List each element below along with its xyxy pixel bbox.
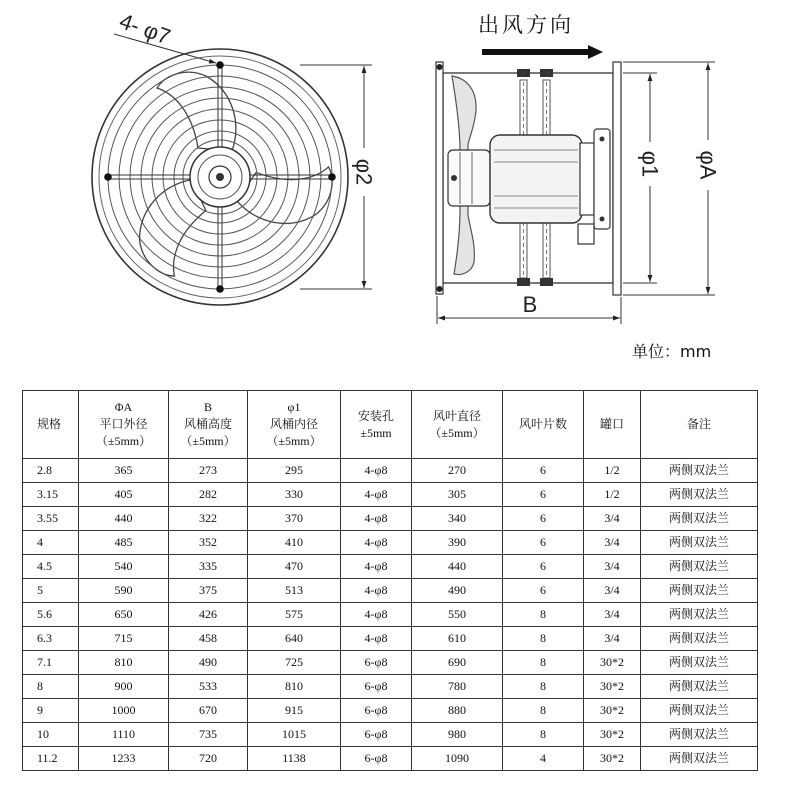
cell-inner-diameter: 330 [248,483,341,507]
table-row [23,603,758,627]
cell-port: 30*2 [584,651,641,675]
cell-blade-count: 8 [503,651,584,675]
cell-remarks: 两侧双法兰 [641,555,758,579]
cell-spec: 6.3 [23,627,79,651]
cell-blade-diameter: 305 [412,483,503,507]
cell-remarks: 两侧双法兰 [641,507,758,531]
cell-mounting-holes: 4-φ8 [341,579,412,603]
cell-port: 3/4 [584,603,641,627]
cell-remarks: 两侧双法兰 [641,723,758,747]
cell-inner-diameter: 810 [248,675,341,699]
cell-blade-count: 6 [503,507,584,531]
table-row [23,651,758,675]
cell-height: 533 [169,675,248,699]
cell-outer-diameter: 405 [79,483,169,507]
table-row [23,507,758,531]
cell-port: 3/4 [584,507,641,531]
cell-mounting-holes: 6-φ8 [341,651,412,675]
cell-mounting-holes: 4-φ8 [341,531,412,555]
B-label: B [522,292,538,317]
cell-blade-count: 8 [503,675,584,699]
cell-blade-diameter: 490 [412,579,503,603]
cell-port: 30*2 [584,723,641,747]
header-line: （±5mm） [266,434,322,448]
cell-height: 426 [169,603,248,627]
table-row [23,483,758,507]
cell-blade-diameter: 980 [412,723,503,747]
cell-remarks: 两侧双法兰 [641,627,758,651]
header-line: ±5mm [360,425,392,440]
header-line: φ1 [287,400,301,414]
cell-spec: 5 [23,579,79,603]
cell-outer-diameter: 1110 [79,723,169,747]
header-port [584,391,641,459]
phi1-label: φ1 [637,150,663,178]
motor-end-cap [580,143,594,215]
cell-outer-diameter: 650 [79,603,169,627]
cell-spec: 5.6 [23,603,79,627]
flange-bolt [437,64,443,70]
cell-port: 30*2 [584,747,641,771]
header-line: 风叶直径 [432,408,481,423]
dimension-phiA [623,62,721,295]
cell-port: 3/4 [584,627,641,651]
cell-outer-diameter: 900 [79,675,169,699]
spec-table [22,390,758,771]
cell-outer-diameter: 810 [79,651,169,675]
cell-blade-diameter: 440 [412,555,503,579]
cell-mounting-holes: 4-φ8 [341,627,412,651]
mounting-hole [104,173,112,181]
header-line: ΦA [114,400,133,414]
outlet-flange [613,62,621,295]
cell-port: 30*2 [584,699,641,723]
cell-blade-count: 6 [503,483,584,507]
cell-blade-count: 6 [503,459,584,483]
cell-height: 490 [169,651,248,675]
cell-height: 375 [169,579,248,603]
cell-remarks: 两侧双法兰 [641,675,758,699]
cell-inner-diameter: 295 [248,459,341,483]
strut-bolt [540,69,553,77]
cell-mounting-holes: 6-φ8 [341,699,412,723]
cell-remarks: 两侧双法兰 [641,459,758,483]
table-header-row [23,391,758,459]
phiA-label: φA [695,150,721,180]
cell-port: 3/4 [584,531,641,555]
airflow-arrow [482,45,603,59]
cell-blade-diameter: 690 [412,651,503,675]
cell-blade-diameter: 610 [412,627,503,651]
cell-blade-diameter: 1090 [412,747,503,771]
cell-remarks: 两侧双法兰 [641,651,758,675]
cell-outer-diameter: 440 [79,507,169,531]
cell-blade-count: 6 [503,579,584,603]
cell-mounting-holes: 6-φ8 [341,675,412,699]
cell-mounting-holes: 6-φ8 [341,747,412,771]
cell-height: 670 [169,699,248,723]
cell-height: 735 [169,723,248,747]
cell-port: 30*2 [584,675,641,699]
cell-port: 3/4 [584,555,641,579]
cell-spec: 10 [23,723,79,747]
mounting-hole [328,173,336,181]
header-line: 安装孔 [357,408,394,423]
header-spec [23,391,79,459]
cell-mounting-holes: 4-φ8 [341,507,412,531]
header-line: B [203,400,212,414]
cell-inner-diameter: 575 [248,603,341,627]
header-line: （±5mm） [95,434,152,448]
phi2-label: φ2 [351,158,377,186]
cell-inner-diameter: 1015 [248,723,341,747]
fan-hub [190,147,250,207]
flange-bolt [437,286,443,292]
cell-height: 352 [169,531,248,555]
cell-blade-diameter: 340 [412,507,503,531]
cell-height: 282 [169,483,248,507]
cell-blade-diameter: 390 [412,531,503,555]
side-view [436,13,721,324]
cell-remarks: 两侧双法兰 [641,747,758,771]
cell-blade-count: 4 [503,747,584,771]
cell-mounting-holes: 6-φ8 [341,723,412,747]
cell-spec: 9 [23,699,79,723]
cell-remarks: 两侧双法兰 [641,483,758,507]
cell-blade-diameter: 780 [412,675,503,699]
cell-blade-count: 8 [503,603,584,627]
cell-height: 273 [169,459,248,483]
header-line: 罐口 [599,417,624,431]
junction-box [578,224,594,244]
table-row [23,675,758,699]
header-line: （±5mm） [429,425,485,440]
cell-inner-diameter: 915 [248,699,341,723]
header-line: 风叶片数 [518,417,567,431]
table-row [23,747,758,771]
cell-spec: 2.8 [23,459,79,483]
unit-label: 单位：mm [632,342,712,361]
table-row [23,579,758,603]
airflow-direction-label: 出风方向 [478,13,574,37]
cell-height: 720 [169,747,248,771]
cell-outer-diameter: 540 [79,555,169,579]
blade-hub [448,150,490,206]
cell-port: 1/2 [584,459,641,483]
table-row [23,531,758,555]
cell-spec: 7.1 [23,651,79,675]
motor-flange [594,129,610,229]
cell-inner-diameter: 640 [248,627,341,651]
cell-remarks: 两侧双法兰 [641,531,758,555]
cell-outer-diameter: 590 [79,579,169,603]
header-mounting-holes [341,391,412,459]
cell-blade-diameter: 880 [412,699,503,723]
cell-height: 458 [169,627,248,651]
cell-blade-diameter: 270 [412,459,503,483]
cell-spec: 8 [23,675,79,699]
header-inner-diameter [248,391,341,459]
cell-blade-count: 8 [503,723,584,747]
cell-blade-count: 6 [503,531,584,555]
cell-inner-diameter: 370 [248,507,341,531]
strut-bolt [517,278,530,286]
cell-inner-diameter: 470 [248,555,341,579]
header-line: （±5mm） [180,434,236,448]
cell-inner-diameter: 725 [248,651,341,675]
cell-spec: 3.55 [23,507,79,531]
cell-height: 335 [169,555,248,579]
cell-outer-diameter: 1233 [79,747,169,771]
header-outer-diameter [79,391,169,459]
inlet-flange [436,62,443,294]
fan-technical-drawing [0,0,790,384]
table-row [23,627,758,651]
mounting-hole [216,285,224,293]
table-row [23,555,758,579]
cell-inner-diameter: 1138 [248,747,341,771]
dimension-phi1 [623,73,663,283]
cell-blade-diameter: 550 [412,603,503,627]
cell-mounting-holes: 4-φ8 [341,603,412,627]
cell-port: 1/2 [584,483,641,507]
cell-remarks: 两侧双法兰 [641,603,758,627]
cell-outer-diameter: 485 [79,531,169,555]
cell-spec: 4.5 [23,555,79,579]
dimension-B [437,292,621,324]
cell-inner-diameter: 513 [248,579,341,603]
cell-blade-count: 6 [503,555,584,579]
header-line: 规格 [37,417,62,431]
motor-body [490,135,582,223]
cell-port: 3/4 [584,579,641,603]
strut-bolt [540,278,553,286]
header-line: 平口外径 [99,417,148,431]
header-line: 风桶高度 [183,417,232,431]
hole-callout-label: 4- φ7 [116,8,174,50]
cell-outer-diameter: 715 [79,627,169,651]
cell-mounting-holes: 4-φ8 [341,555,412,579]
cell-spec: 3.15 [23,483,79,507]
cell-inner-diameter: 410 [248,531,341,555]
cell-spec: 11.2 [23,747,79,771]
table-row [23,699,758,723]
cell-spec: 4 [23,531,79,555]
header-remarks [641,391,758,459]
table-row [23,723,758,747]
cell-outer-diameter: 365 [79,459,169,483]
cell-blade-count: 8 [503,627,584,651]
mounting-hole [216,61,224,69]
cell-mounting-holes: 4-φ8 [341,483,412,507]
front-view [92,8,377,305]
table-row [23,459,758,483]
cell-outer-diameter: 1000 [79,699,169,723]
cell-blade-count: 8 [503,699,584,723]
cell-height: 322 [169,507,248,531]
header-blade-count [503,391,584,459]
header-height [169,391,248,459]
strut-bolt [517,69,530,77]
header-line: 备注 [686,417,711,431]
cell-remarks: 两侧双法兰 [641,579,758,603]
cell-remarks: 两侧双法兰 [641,699,758,723]
header-blade-diameter [412,391,503,459]
table-body [23,459,758,771]
header-line: 风桶内径 [269,417,318,431]
cell-mounting-holes: 4-φ8 [341,459,412,483]
